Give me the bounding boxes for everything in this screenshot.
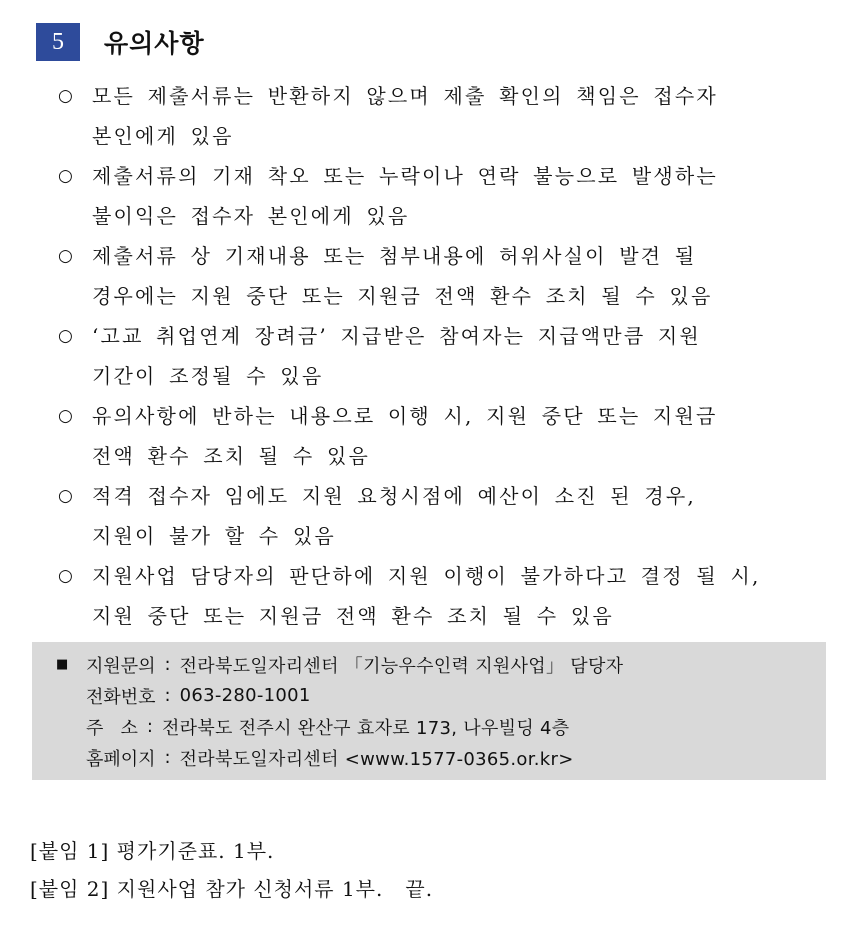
contact-row-inquiry: [56, 649, 826, 680]
address-label-text: 주 소: [86, 717, 138, 739]
notice-text: [92, 316, 828, 396]
contact-colon: :: [164, 654, 171, 675]
notice-line: 지원이 불가 할 수 있음: [92, 524, 336, 548]
circle-bullet-icon: ○: [58, 326, 73, 346]
attachments: [30, 832, 433, 908]
contact-label: [86, 714, 138, 740]
notice-line: 유의사항에 반하는 내용으로 이행 시, 지원 중단 또는 지원금: [92, 404, 718, 428]
notice-item-2: [58, 156, 828, 236]
notice-line: 지원사업 담당자의 판단하에 지원 이행이 불가하다고 결정 될 시,: [92, 564, 761, 588]
contact-colon: :: [146, 716, 153, 737]
circle-bullet-icon: ○: [58, 246, 73, 266]
notice-text: [92, 556, 828, 636]
notice-item-4: [58, 316, 828, 396]
section-number-badge: 5: [36, 23, 80, 61]
contact-row-homepage: [56, 742, 826, 773]
contact-value: 전라북도일자리센터 <www.1577-0365.or.kr>: [179, 748, 574, 770]
circle-bullet-icon: ○: [58, 406, 73, 426]
notice-line: 모든 제출서류는 반환하지 않으며 제출 확인의 책임은 접수자: [92, 84, 718, 108]
circle-bullet-icon: ○: [58, 166, 73, 186]
contact-label: 홈페이지: [86, 748, 156, 770]
contact-value: 전라북도 전주시 완산구 효자로 173, 나우빌딩 4층: [161, 717, 570, 739]
contact-value: 전라북도일자리센터 「기능우수인력 지원사업」 담당자: [179, 655, 624, 677]
notice-text: [92, 156, 828, 236]
attachment-line: [붙임 2] 지원사업 참가 신청서류 1부. 끝.: [30, 877, 434, 901]
contact-colon: :: [164, 685, 171, 706]
notice-item-5: [58, 396, 828, 476]
notice-item-6: [58, 476, 828, 556]
notice-text: [92, 76, 828, 156]
contact-row-phone: [56, 680, 826, 711]
notice-line: 제출서류 상 기재내용 또는 첨부내용에 허위사실이 발견 될: [92, 244, 697, 268]
circle-bullet-icon: ○: [58, 486, 73, 506]
notice-text: [92, 396, 828, 476]
section-header: [36, 22, 205, 62]
notice-text: [92, 476, 828, 556]
contact-label: 전화번호: [86, 686, 156, 708]
contact-info-box: [32, 642, 826, 780]
circle-bullet-icon: ○: [58, 86, 73, 106]
notice-line: 지원 중단 또는 지원금 전액 환수 조치 될 수 있음: [92, 604, 614, 628]
notice-line: 불이익은 접수자 본인에게 있음: [92, 204, 410, 228]
attachment-line: [붙임 1] 평가기준표. 1부.: [30, 839, 275, 863]
notice-item-7: [58, 556, 828, 636]
notice-item-3: [58, 236, 828, 316]
notice-line: 본인에게 있음: [92, 124, 234, 148]
contact-colon: :: [164, 747, 171, 768]
contact-label: 지원문의: [86, 655, 156, 677]
notice-line: ‘고교 취업연계 장려금’ 지급받은 참여자는 지급액만큼 지원: [92, 324, 701, 348]
circle-bullet-icon: ○: [58, 566, 73, 586]
notice-item-1: [58, 76, 828, 156]
notice-line: 전액 환수 조치 될 수 있음: [92, 444, 370, 468]
notice-line: 경우에는 지원 중단 또는 지원금 전액 환수 조치 될 수 있음: [92, 284, 713, 308]
square-bullet-icon: ■: [56, 657, 69, 672]
notice-line: 적격 접수자 임에도 지원 요청시점에 예산이 소진 된 경우,: [92, 484, 696, 508]
contact-row-address: [56, 711, 826, 742]
notice-line: 기간이 조정될 수 있음: [92, 364, 324, 388]
notice-text: [92, 236, 828, 316]
section-title: 유의사항: [104, 29, 205, 58]
contact-value: 063-280-1001: [179, 685, 311, 706]
notice-list: [58, 76, 828, 636]
notice-line: 제출서류의 기재 착오 또는 누락이나 연락 불능으로 발생하는: [92, 164, 718, 188]
